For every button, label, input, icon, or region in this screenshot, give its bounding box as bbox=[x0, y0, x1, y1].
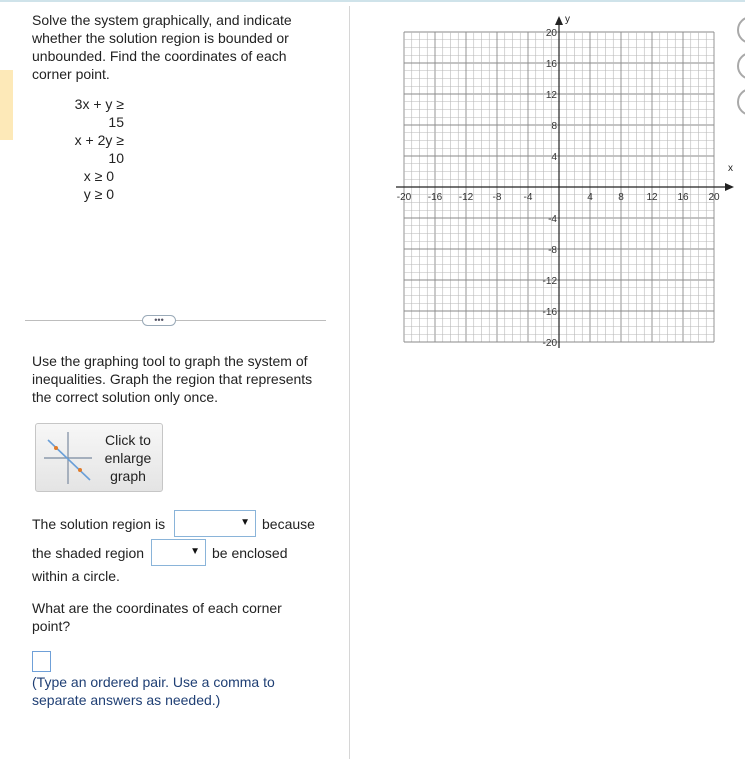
enlarge-label: Click to enlarge graph bbox=[104, 432, 152, 484]
inequality-4: y ≥ 0 bbox=[83, 186, 114, 202]
show-more-button[interactable]: ••• bbox=[142, 315, 176, 326]
side-tool-button-2[interactable] bbox=[737, 52, 745, 80]
coordinate-graph[interactable] bbox=[392, 12, 737, 362]
top-border bbox=[0, 0, 745, 2]
y-tick-label: -8 bbox=[548, 245, 557, 256]
x-tick-label: 12 bbox=[646, 192, 658, 203]
enlarge-graph-button[interactable] bbox=[35, 423, 163, 492]
y-tick-label: 20 bbox=[545, 28, 557, 39]
inequality-2: x + 2y ≥ 10 bbox=[74, 132, 124, 166]
y-tick-label: 8 bbox=[551, 121, 557, 132]
graph-grid[interactable] bbox=[392, 12, 737, 357]
y-tick-label: -16 bbox=[542, 307, 557, 318]
answer-text-3: the shaded region bbox=[32, 545, 145, 561]
x-tick-label: -16 bbox=[427, 192, 443, 203]
x-tick-label: -12 bbox=[458, 192, 474, 203]
x-tick-label: 20 bbox=[708, 192, 720, 203]
y-axis-label: y bbox=[565, 14, 570, 25]
x-axis-label: x bbox=[728, 163, 733, 174]
y-axis-arrow-icon bbox=[555, 16, 563, 25]
y-tick-label: 12 bbox=[545, 90, 557, 101]
inequality-3: x ≥ 0 bbox=[83, 168, 114, 184]
panel-divider bbox=[349, 6, 350, 759]
inequality-system bbox=[56, 95, 124, 203]
answer-text-2: because bbox=[262, 516, 315, 532]
graphing-instructions: Use the graphing tool to graph the system of inequalities. Graph the region that represents the correct solution only once. bbox=[32, 353, 313, 405]
left-highlight-bar bbox=[0, 70, 13, 140]
x-tick-label: 4 bbox=[587, 192, 593, 203]
side-tool-button-3[interactable] bbox=[737, 88, 745, 116]
question-prompt: Solve the system graphically, and indicate whether the solution region is bounded or unbounded. Find the coordinates of each corner point. bbox=[32, 12, 292, 82]
chevron-down-icon: ▼ bbox=[240, 517, 250, 528]
y-tick-label: -20 bbox=[542, 338, 557, 349]
x-tick-label: -8 bbox=[492, 192, 502, 203]
y-tick-label: -12 bbox=[542, 276, 557, 287]
corner-question: What are the coordinates of each corner point? bbox=[32, 600, 282, 634]
x-tick-label: -20 bbox=[396, 192, 412, 203]
side-tool-button-1[interactable] bbox=[737, 16, 745, 44]
answer-text-5: within a circle. bbox=[32, 568, 120, 584]
x-tick-label: 8 bbox=[618, 192, 624, 203]
y-tick-label: 4 bbox=[551, 152, 557, 163]
enclosed-dropdown[interactable] bbox=[151, 539, 206, 566]
bounded-dropdown[interactable] bbox=[174, 510, 256, 537]
x-tick-label: 16 bbox=[677, 192, 689, 203]
chevron-down-icon: ▼ bbox=[190, 546, 200, 557]
answer-hint: (Type an ordered pair. Use a comma to separate answers as needed.) bbox=[32, 674, 275, 708]
answer-text-1: The solution region is bbox=[32, 516, 166, 532]
answer-text-4: be enclosed bbox=[212, 545, 288, 561]
x-axis-arrow-icon bbox=[725, 183, 734, 191]
y-tick-label: -4 bbox=[548, 214, 557, 225]
inequality-1: 3x + y ≥ 15 bbox=[74, 96, 124, 130]
graph-thumbnail-icon bbox=[42, 430, 94, 486]
y-tick-label: 16 bbox=[545, 59, 557, 70]
corner-point-input[interactable] bbox=[32, 651, 51, 672]
x-tick-label: -4 bbox=[523, 192, 533, 203]
